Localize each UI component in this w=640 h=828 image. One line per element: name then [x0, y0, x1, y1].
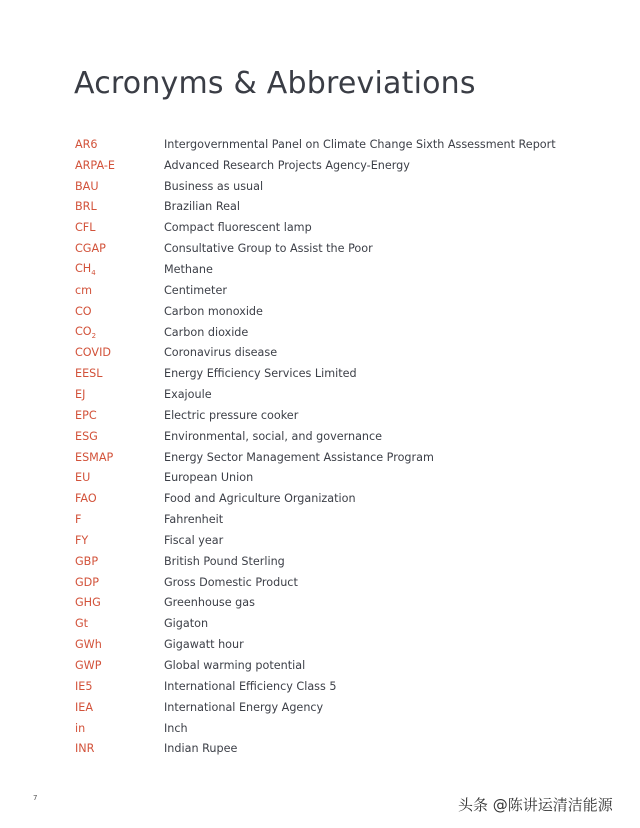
acronym-abbreviation	[75, 388, 164, 401]
acronym-abbreviation	[75, 159, 164, 172]
acronym-abbreviation	[75, 555, 164, 568]
acronym-definition: Gigaton	[164, 617, 209, 631]
acronym-abbreviation	[75, 430, 164, 443]
acronym-row	[75, 447, 595, 468]
acronym-definition: European Union	[164, 471, 254, 485]
acronym-row	[75, 280, 595, 301]
acronym-abbreviation	[75, 680, 164, 693]
acronym-row	[75, 593, 595, 614]
page-title: Acronyms & Abbreviations	[74, 66, 476, 101]
acronym-abbreviation-text: ESG	[75, 429, 98, 443]
acronym-abbreviation	[75, 180, 164, 193]
acronym-definition: Fahrenheit	[164, 513, 224, 527]
acronym-abbreviation-text: Gt	[75, 617, 89, 631]
acronym-abbreviation	[75, 284, 164, 297]
acronym-abbreviation-text: GHG	[75, 596, 101, 610]
acronym-abbreviation-text: EESL	[75, 367, 103, 381]
acronym-abbreviation	[75, 722, 164, 735]
acronym-abbreviation	[75, 451, 164, 464]
acronym-abbreviation-text: IEA	[75, 700, 94, 714]
acronym-definition: Inch	[164, 721, 188, 735]
acronym-abbreviation-text: EPC	[75, 408, 97, 422]
acronym-abbreviation-text: cm	[75, 283, 93, 297]
acronym-definition: Electric pressure cooker	[164, 408, 299, 422]
acronym-abbreviation-text: EU	[75, 471, 91, 485]
acronym-abbreviation-text: in	[75, 721, 86, 735]
acronym-abbreviation	[75, 305, 164, 318]
watermark: 头条 @陈讲运清洁能源	[458, 796, 613, 814]
acronym-abbreviation	[75, 262, 164, 277]
acronym-row	[75, 405, 595, 426]
acronym-list	[75, 134, 595, 759]
acronym-row	[75, 509, 595, 530]
acronym-definition: International Efficiency Class 5	[164, 679, 337, 693]
acronym-definition: Food and Agriculture Organization	[164, 492, 356, 506]
acronym-abbreviation-text: ARPA-E	[75, 158, 115, 172]
acronym-definition: Exajoule	[164, 388, 212, 402]
acronym-row	[75, 176, 595, 197]
acronym-abbreviation-text: F	[75, 513, 82, 527]
acronym-abbreviation	[75, 576, 164, 589]
acronym-abbreviation-text: GWP	[75, 659, 102, 673]
acronym-abbreviation-text: CGAP	[75, 242, 106, 256]
acronym-row	[75, 718, 595, 739]
acronym-abbreviation-text: INR	[75, 742, 95, 756]
acronym-abbreviation	[75, 513, 164, 526]
acronym-abbreviation	[75, 638, 164, 651]
acronym-row	[75, 342, 595, 363]
acronym-definition: Energy Efficiency Services Limited	[164, 367, 357, 381]
acronym-row	[75, 238, 595, 259]
acronym-row	[75, 197, 595, 218]
acronym-abbreviation-text: BAU	[75, 179, 99, 193]
acronym-row	[75, 551, 595, 572]
acronym-definition: Indian Rupee	[164, 742, 238, 756]
acronym-abbreviation-text: EJ	[75, 388, 86, 402]
acronym-abbreviation	[75, 659, 164, 672]
acronym-definition: Global warming potential	[164, 659, 306, 673]
acronym-abbreviation	[75, 596, 164, 609]
acronym-definition: Gross Domestic Product	[164, 575, 298, 589]
page-number: 7	[33, 794, 38, 802]
acronym-definition: Environmental, social, and governance	[164, 429, 383, 443]
acronym-abbreviation-text: GWh	[75, 638, 102, 652]
acronym-abbreviation-text: GDP	[75, 575, 100, 589]
acronym-abbreviation-text: CO	[75, 304, 92, 318]
acronym-row	[75, 530, 595, 551]
acronym-abbreviation	[75, 534, 164, 547]
acronym-row	[75, 634, 595, 655]
acronym-subscript: 2	[91, 331, 97, 340]
acronym-definition: International Energy Agency	[164, 700, 324, 714]
acronym-row	[75, 697, 595, 718]
acronym-row	[75, 676, 595, 697]
acronym-abbreviation	[75, 701, 164, 714]
acronym-abbreviation	[75, 742, 164, 755]
acronym-abbreviation	[75, 242, 164, 255]
acronym-definition: Brazilian Real	[164, 200, 240, 214]
acronym-row	[75, 613, 595, 634]
acronym-definition: Consultative Group to Assist the Poor	[164, 242, 373, 256]
acronym-abbreviation	[75, 200, 164, 213]
acronym-definition: Intergovernmental Panel on Climate Change Sixth Assessment Report	[164, 137, 556, 151]
acronym-row	[75, 426, 595, 447]
acronym-definition: Carbon monoxide	[164, 304, 263, 318]
acronym-definition: Fiscal year	[164, 533, 224, 547]
acronym-abbreviation-text: ESMAP	[75, 450, 114, 464]
acronym-row	[75, 572, 595, 593]
acronym-abbreviation	[75, 409, 164, 422]
acronym-row	[75, 738, 595, 759]
acronym-abbreviation-text: IE5	[75, 679, 93, 693]
acronym-definition: Carbon dioxide	[164, 325, 249, 339]
acronym-row	[75, 259, 595, 280]
acronym-abbreviation-text: COVID	[75, 346, 111, 360]
acronym-row	[75, 655, 595, 676]
acronym-abbreviation-text: CFL	[75, 221, 96, 235]
acronym-abbreviation	[75, 138, 164, 151]
acronym-row	[75, 322, 595, 343]
acronym-row	[75, 301, 595, 322]
acronym-abbreviation	[75, 325, 164, 340]
acronym-row	[75, 488, 595, 509]
acronym-abbreviation-text: GBP	[75, 554, 99, 568]
acronym-abbreviation	[75, 471, 164, 484]
acronym-definition: Greenhouse gas	[164, 596, 255, 610]
acronym-abbreviation	[75, 221, 164, 234]
acronym-abbreviation-text: FY	[75, 533, 89, 547]
acronym-abbreviation-text: BRL	[75, 200, 97, 214]
acronym-definition: Business as usual	[164, 179, 264, 193]
acronym-row	[75, 384, 595, 405]
acronym-definition: Centimeter	[164, 283, 227, 297]
acronym-definition: Coronavirus disease	[164, 346, 278, 360]
acronym-row	[75, 134, 595, 155]
acronym-abbreviation	[75, 492, 164, 505]
acronym-abbreviation-text: AR6	[75, 137, 98, 151]
acronym-definition: Gigawatt hour	[164, 638, 244, 652]
acronym-abbreviation-text: FAO	[75, 492, 97, 506]
acronym-abbreviation-text: CO	[75, 324, 92, 338]
acronym-row	[75, 468, 595, 489]
acronym-subscript: 4	[91, 268, 96, 277]
acronym-definition: Advanced Research Projects Agency-Energy	[164, 158, 410, 172]
acronym-definition: Compact fluorescent lamp	[164, 221, 312, 235]
acronym-abbreviation	[75, 346, 164, 359]
acronym-row	[75, 155, 595, 176]
acronym-abbreviation-text: CH	[75, 261, 92, 275]
acronym-definition: British Pound Sterling	[164, 554, 285, 568]
acronym-definition: Methane	[164, 262, 213, 276]
acronym-abbreviation	[75, 617, 164, 630]
acronym-definition: Energy Sector Management Assistance Program	[164, 450, 434, 464]
acronym-abbreviation	[75, 367, 164, 380]
acronym-row	[75, 217, 595, 238]
acronym-row	[75, 363, 595, 384]
